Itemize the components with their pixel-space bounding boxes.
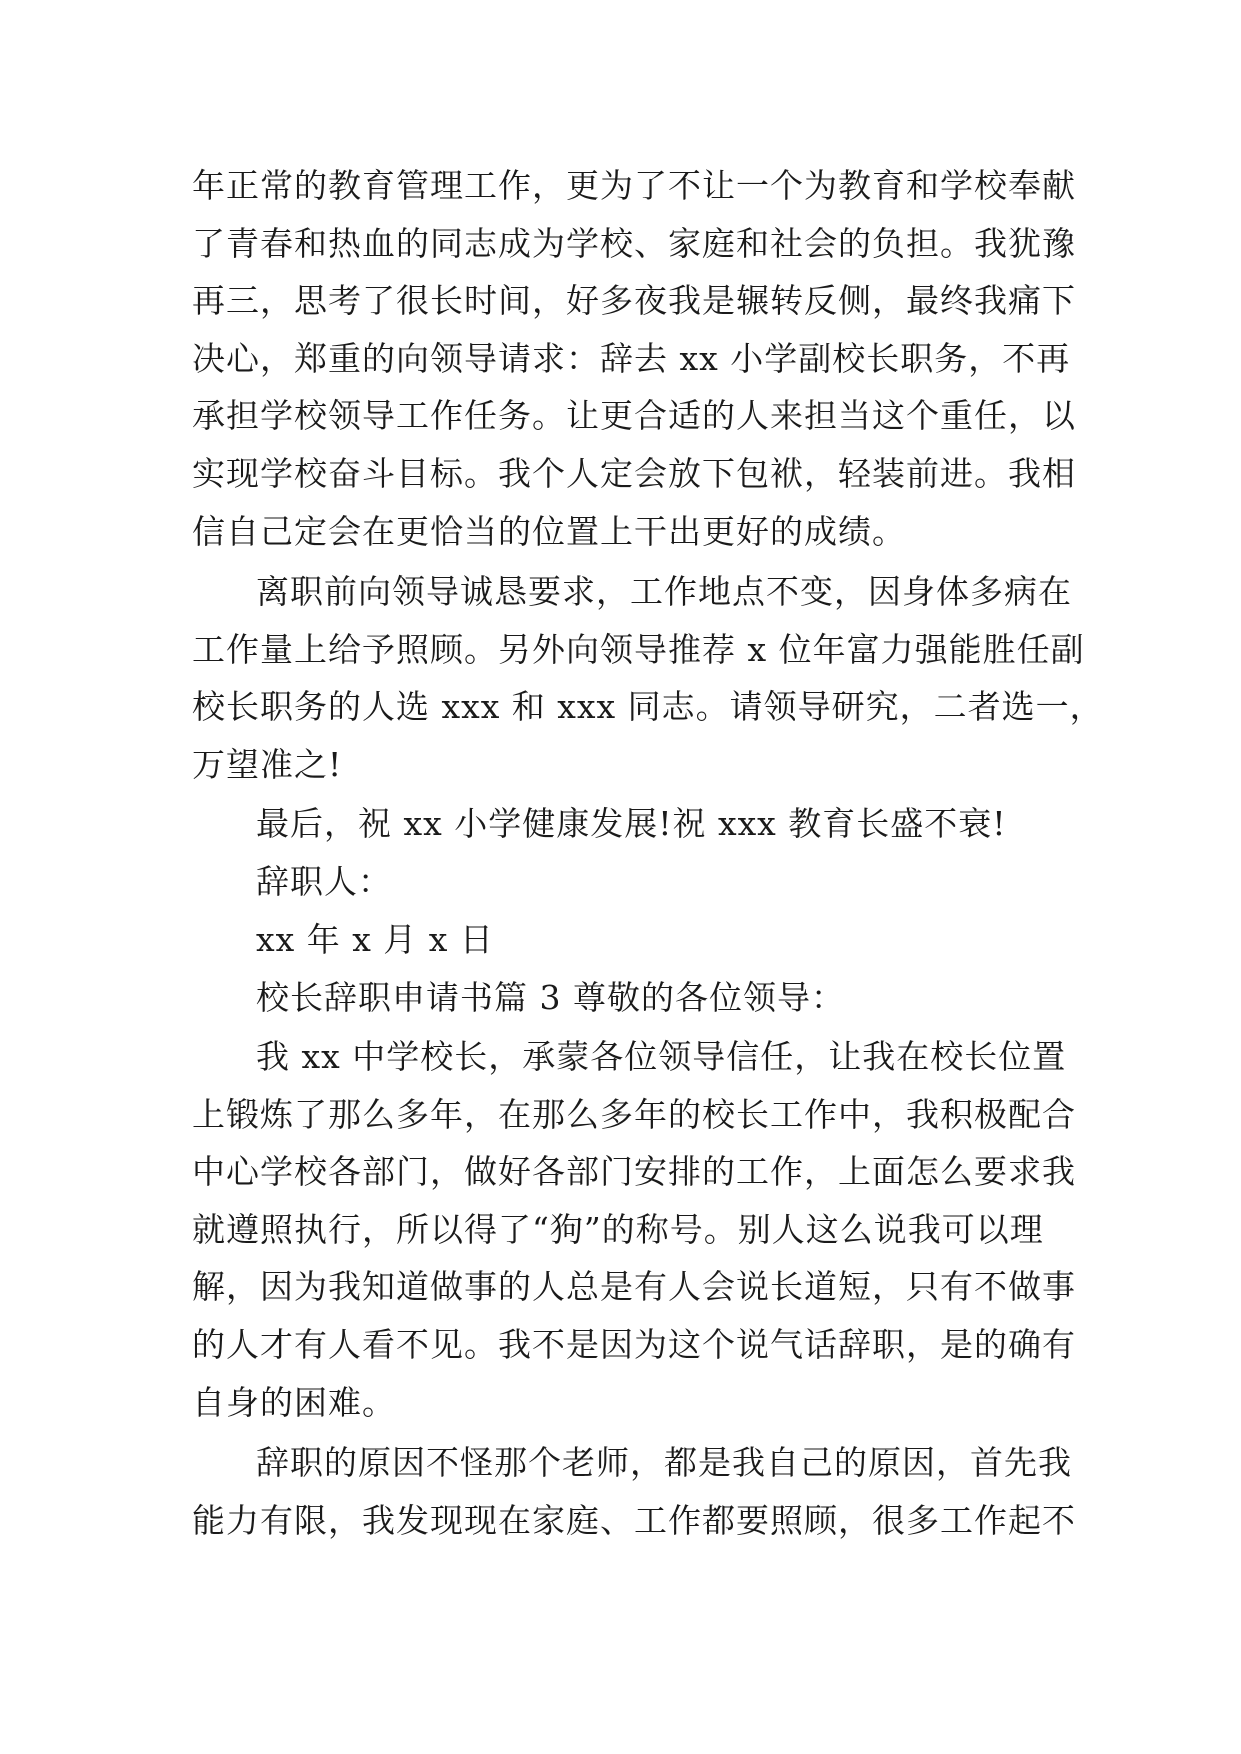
paragraph-start-line: 我 xx 中学校长，承蒙各位领导信任，让我在校长位置	[256, 1037, 1067, 1076]
text-line-4: 决心，郑重的向领导请求：辞去 xx 小学副校长职务，不再	[192, 339, 1071, 378]
text-line-24: 能力有限，我发现现在家庭、工作都要照顾，很多工作起不	[192, 1501, 1076, 1540]
text-line-9: 工作量上给予照顾。另外向领导推荐 x 位年富力强能胜任副	[192, 630, 1085, 669]
text-line-20: 解，因为我知道做事的人总是有人会说长道短，只有不做事	[192, 1267, 1076, 1306]
text-line-6: 实现学校奋斗目标。我个人定会放下包袱，轻装前进。我相	[192, 454, 1076, 493]
text-line-3: 再三，思考了很长时间，好多夜我是辗转反侧，最终我痛下	[192, 281, 1076, 320]
text-line-22: 自身的困难。	[192, 1383, 396, 1422]
text-line-2: 了青春和热血的同志成为学校、家庭和社会的负担。我犹豫	[192, 224, 1076, 263]
text-line-11: 万望准之!	[192, 745, 343, 784]
section-heading-line: 校长辞职申请书篇 3 尊敬的各位领导：	[256, 978, 845, 1017]
date-line: xx 年 x 月 x 日	[256, 920, 494, 959]
closing-wish-line: 最后，祝 xx 小学健康发展!祝 xxx 教育长盛不衰!	[256, 804, 1007, 843]
signature-label: 辞职人：	[256, 862, 392, 901]
text-line-19: 就遵照执行，所以得了“狗”的称号。别人这么说我可以理	[192, 1210, 1044, 1249]
text-line-18: 中心学校各部门，做好各部门安排的工作，上面怎么要求我	[192, 1152, 1076, 1191]
text-line-1: 年正常的教育管理工作，更为了不让一个为教育和学校奉献	[192, 166, 1076, 205]
text-line-21: 的人才有人看不见。我不是因为这个说气话辞职，是的确有	[192, 1325, 1076, 1364]
paragraph-start-line: 辞职的原因不怪那个老师，都是我自己的原因，首先我	[256, 1443, 1072, 1482]
text-line-10: 校长职务的人选 xxx 和 xxx 同志。请领导研究，二者选一，	[192, 687, 1104, 726]
text-line-17: 上锻炼了那么多年，在那么多年的校长工作中，我积极配合	[192, 1095, 1076, 1134]
text-line-7: 信自己定会在更恰当的位置上干出更好的成绩。	[192, 512, 906, 551]
text-line-5: 承担学校领导工作任务。让更合适的人来担当这个重任，以	[192, 396, 1076, 435]
paragraph-start-line: 离职前向领导诚恳要求，工作地点不变，因身体多病在	[256, 572, 1072, 611]
